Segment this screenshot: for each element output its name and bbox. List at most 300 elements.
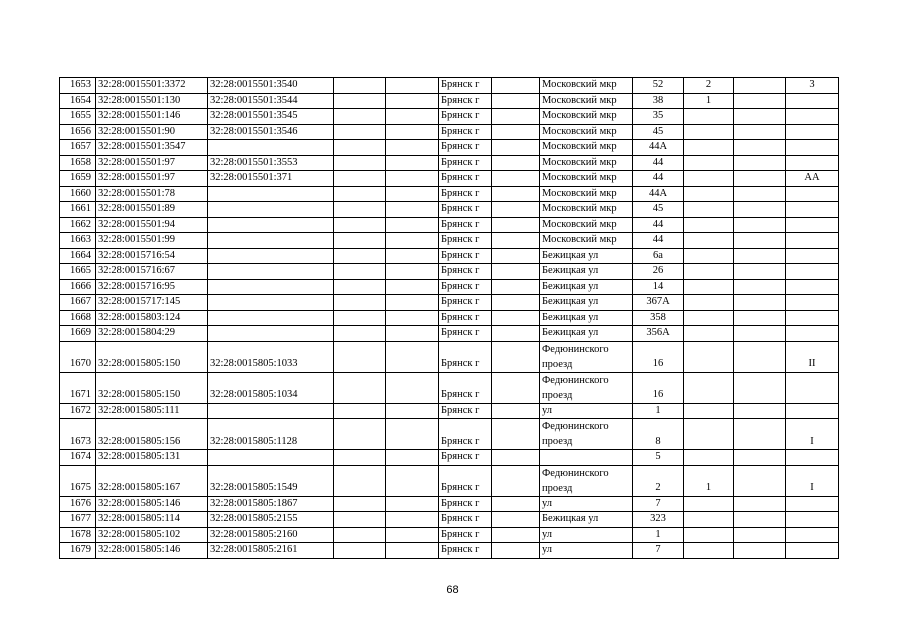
empty-cell [734,295,786,311]
city-cell: Брянск г [439,341,492,372]
building-cell [684,372,734,403]
house-number-cell: 16 [633,372,684,403]
empty-cell [386,264,439,280]
linked-cadastral-number-cell [208,279,334,295]
empty-cell [334,450,386,466]
apartment-cell [786,248,839,264]
city-cell: Брянск г [439,295,492,311]
linked-cadastral-number-cell [208,186,334,202]
cadastral-number-cell: 32:28:0015501:99 [96,233,208,249]
empty-cell [492,512,540,528]
row-number-cell: 1678 [60,527,96,543]
empty-cell [386,543,439,559]
empty-cell [334,233,386,249]
empty-cell [334,465,386,496]
empty-cell [492,171,540,187]
cadastral-number-cell: 32:28:0015501:3372 [96,78,208,94]
cadastral-number-cell: 32:28:0015716:67 [96,264,208,280]
table-row [60,93,839,109]
empty-cell [492,264,540,280]
empty-cell [334,295,386,311]
empty-cell [492,279,540,295]
row-number-cell: 1660 [60,186,96,202]
cadastral-number-cell: 32:28:0015501:97 [96,171,208,187]
empty-cell [492,326,540,342]
apartment-cell [786,279,839,295]
empty-cell [492,248,540,264]
table-row [60,543,839,559]
building-cell: 1 [684,93,734,109]
linked-cadastral-number-cell: 32:28:0015805:1867 [208,496,334,512]
empty-cell [334,124,386,140]
row-number-cell: 1662 [60,217,96,233]
empty-cell [734,527,786,543]
empty-cell [334,527,386,543]
row-number-cell: 1665 [60,264,96,280]
apartment-cell: II [786,341,839,372]
city-cell: Брянск г [439,543,492,559]
house-number-cell: 44 [633,217,684,233]
house-number-cell: 14 [633,279,684,295]
building-cell [684,109,734,125]
street-cell: Бежицкая ул [540,512,633,528]
empty-cell [386,279,439,295]
empty-cell [334,512,386,528]
cadastral-number-cell: 32:28:0015803:124 [96,310,208,326]
empty-cell [386,186,439,202]
table-row [60,186,839,202]
apartment-cell: I [786,465,839,496]
empty-cell [386,403,439,419]
row-number-cell: 1679 [60,543,96,559]
row-number-cell: 1667 [60,295,96,311]
empty-cell [386,248,439,264]
empty-cell [492,341,540,372]
row-number-cell: 1673 [60,419,96,450]
city-cell: Брянск г [439,372,492,403]
linked-cadastral-number-cell: 32:28:0015501:3546 [208,124,334,140]
empty-cell [492,372,540,403]
empty-cell [734,155,786,171]
street-cell: Московский мкр [540,202,633,218]
linked-cadastral-number-cell [208,310,334,326]
building-cell [684,279,734,295]
city-cell: Брянск г [439,248,492,264]
house-number-cell: 1 [633,403,684,419]
street-cell: ул [540,403,633,419]
street-cell: Московский мкр [540,233,633,249]
street-cell: Бежицкая ул [540,310,633,326]
empty-cell [734,496,786,512]
cadastral-number-cell: 32:28:0015805:146 [96,496,208,512]
city-cell: Брянск г [439,264,492,280]
table-row [60,155,839,171]
empty-cell [334,496,386,512]
row-number-cell: 1677 [60,512,96,528]
house-number-cell: 44 [633,171,684,187]
city-cell: Брянск г [439,496,492,512]
empty-cell [386,372,439,403]
house-number-cell: 356А [633,326,684,342]
empty-cell [734,233,786,249]
empty-cell [334,310,386,326]
table-row [60,403,839,419]
street-cell: Московский мкр [540,109,633,125]
linked-cadastral-number-cell [208,140,334,156]
empty-cell [492,109,540,125]
empty-cell [386,450,439,466]
empty-cell [492,450,540,466]
street-cell: ул [540,496,633,512]
empty-cell [334,543,386,559]
table-row [60,264,839,280]
empty-cell [386,124,439,140]
empty-cell [334,202,386,218]
city-cell: Брянск г [439,512,492,528]
row-number-cell: 1676 [60,496,96,512]
empty-cell [734,419,786,450]
house-number-cell: 2 [633,465,684,496]
row-number-cell: 1669 [60,326,96,342]
house-number-cell: 1 [633,527,684,543]
linked-cadastral-number-cell: 32:28:0015805:2160 [208,527,334,543]
city-cell: Брянск г [439,155,492,171]
empty-cell [492,78,540,94]
apartment-cell: I [786,419,839,450]
row-number-cell: 1675 [60,465,96,496]
empty-cell [734,124,786,140]
city-cell: Брянск г [439,109,492,125]
row-number-cell: 1654 [60,93,96,109]
house-number-cell: 44 [633,233,684,249]
street-cell [540,450,633,466]
table-row [60,171,839,187]
empty-cell [734,109,786,125]
street-cell: Федюнинского проезд [540,341,633,372]
building-cell [684,248,734,264]
city-cell: Брянск г [439,217,492,233]
cadastral-number-cell: 32:28:0015717:145 [96,295,208,311]
apartment-cell [786,450,839,466]
empty-cell [334,93,386,109]
empty-cell [334,217,386,233]
apartment-cell [786,109,839,125]
table-row [60,372,839,403]
row-number-cell: 1658 [60,155,96,171]
apartment-cell: 3 [786,78,839,94]
building-cell [684,155,734,171]
table-body [60,78,839,559]
street-cell: Московский мкр [540,186,633,202]
empty-cell [734,543,786,559]
cadastral-number-cell: 32:28:0015501:94 [96,217,208,233]
street-cell: Московский мкр [540,217,633,233]
empty-cell [334,78,386,94]
linked-cadastral-number-cell [208,450,334,466]
empty-cell [734,512,786,528]
street-cell: Федюнинского проезд [540,372,633,403]
empty-cell [734,202,786,218]
apartment-cell [786,496,839,512]
page-number: 68 [446,584,459,596]
street-cell: Бежицкая ул [540,326,633,342]
empty-cell [492,233,540,249]
empty-cell [386,419,439,450]
empty-cell [492,496,540,512]
city-cell: Брянск г [439,78,492,94]
house-number-cell: 44 [633,155,684,171]
empty-cell [734,186,786,202]
building-cell [684,419,734,450]
empty-cell [734,279,786,295]
empty-cell [334,264,386,280]
empty-cell [492,419,540,450]
empty-cell [334,341,386,372]
empty-cell [734,264,786,280]
empty-cell [334,279,386,295]
city-cell: Брянск г [439,140,492,156]
building-cell [684,295,734,311]
house-number-cell: 323 [633,512,684,528]
city-cell: Брянск г [439,279,492,295]
empty-cell [386,465,439,496]
empty-cell [492,403,540,419]
house-number-cell: 7 [633,496,684,512]
apartment-cell [786,202,839,218]
empty-cell [334,248,386,264]
empty-cell [334,403,386,419]
house-number-cell: 8 [633,419,684,450]
empty-cell [734,78,786,94]
apartment-cell [786,310,839,326]
linked-cadastral-number-cell: 32:28:0015501:3545 [208,109,334,125]
empty-cell [386,326,439,342]
house-number-cell: 358 [633,310,684,326]
table-row [60,527,839,543]
empty-cell [492,217,540,233]
building-cell [684,512,734,528]
apartment-cell [786,403,839,419]
cadastral-number-cell: 32:28:0015805:150 [96,341,208,372]
empty-cell [492,465,540,496]
row-number-cell: 1653 [60,78,96,94]
row-number-cell: 1672 [60,403,96,419]
linked-cadastral-number-cell [208,264,334,280]
building-cell [684,543,734,559]
cadastral-number-cell: 32:28:0015501:90 [96,124,208,140]
table-row [60,279,839,295]
table-row [60,124,839,140]
house-number-cell: 45 [633,124,684,140]
linked-cadastral-number-cell [208,248,334,264]
apartment-cell [786,93,839,109]
empty-cell [334,372,386,403]
cadastral-number-cell: 32:28:0015805:150 [96,372,208,403]
row-number-cell: 1657 [60,140,96,156]
city-cell: Брянск г [439,171,492,187]
table-row [60,248,839,264]
cadastral-number-cell: 32:28:0015501:3547 [96,140,208,156]
building-cell [684,171,734,187]
empty-cell [386,233,439,249]
linked-cadastral-number-cell [208,233,334,249]
table-row [60,496,839,512]
table-row [60,465,839,496]
street-cell: Бежицкая ул [540,279,633,295]
cadastral-number-cell: 32:28:0015501:130 [96,93,208,109]
cadastral-number-cell: 32:28:0015804:29 [96,326,208,342]
building-cell [684,140,734,156]
row-number-cell: 1674 [60,450,96,466]
apartment-cell [786,124,839,140]
house-number-cell: 44А [633,186,684,202]
empty-cell [492,295,540,311]
empty-cell [492,93,540,109]
building-cell [684,496,734,512]
empty-cell [492,155,540,171]
house-number-cell: 52 [633,78,684,94]
table-row [60,310,839,326]
registry-table [59,77,839,559]
table-row [60,419,839,450]
linked-cadastral-number-cell: 32:28:0015501:3540 [208,78,334,94]
empty-cell [734,326,786,342]
cadastral-number-cell: 32:28:0015805:114 [96,512,208,528]
empty-cell [334,155,386,171]
empty-cell [386,512,439,528]
empty-cell [386,217,439,233]
building-cell [684,326,734,342]
street-cell: Московский мкр [540,93,633,109]
table-row [60,326,839,342]
empty-cell [734,465,786,496]
cadastral-number-cell: 32:28:0015716:54 [96,248,208,264]
cadastral-number-cell: 32:28:0015805:131 [96,450,208,466]
empty-cell [386,341,439,372]
city-cell: Брянск г [439,186,492,202]
street-cell: Федюнинского проезд [540,419,633,450]
building-cell [684,403,734,419]
empty-cell [334,326,386,342]
house-number-cell: 44А [633,140,684,156]
street-cell: Московский мкр [540,78,633,94]
row-number-cell: 1655 [60,109,96,125]
empty-cell [386,310,439,326]
city-cell: Брянск г [439,527,492,543]
empty-cell [734,217,786,233]
empty-cell [734,403,786,419]
apartment-cell [786,217,839,233]
house-number-cell: 35 [633,109,684,125]
street-cell: Бежицкая ул [540,295,633,311]
linked-cadastral-number-cell: 32:28:0015805:2161 [208,543,334,559]
row-number-cell: 1659 [60,171,96,187]
city-cell: Брянск г [439,465,492,496]
row-number-cell: 1664 [60,248,96,264]
building-cell: 2 [684,78,734,94]
linked-cadastral-number-cell [208,403,334,419]
linked-cadastral-number-cell [208,295,334,311]
city-cell: Брянск г [439,233,492,249]
table-row [60,295,839,311]
city-cell: Брянск г [439,310,492,326]
linked-cadastral-number-cell [208,202,334,218]
cadastral-number-cell: 32:28:0015805:111 [96,403,208,419]
cadastral-number-cell: 32:28:0015501:146 [96,109,208,125]
building-cell: 1 [684,465,734,496]
table-row [60,217,839,233]
row-number-cell: 1670 [60,341,96,372]
house-number-cell: 26 [633,264,684,280]
city-cell: Брянск г [439,326,492,342]
row-number-cell: 1666 [60,279,96,295]
empty-cell [734,248,786,264]
empty-cell [492,527,540,543]
street-cell: ул [540,527,633,543]
street-cell: ул [540,543,633,559]
empty-cell [386,295,439,311]
street-cell: Московский мкр [540,140,633,156]
empty-cell [386,202,439,218]
city-cell: Брянск г [439,419,492,450]
cadastral-number-cell: 32:28:0015805:167 [96,465,208,496]
street-cell: Бежицкая ул [540,248,633,264]
building-cell [684,124,734,140]
empty-cell [492,186,540,202]
empty-cell [492,140,540,156]
city-cell: Брянск г [439,93,492,109]
apartment-cell [786,295,839,311]
apartment-cell: АА [786,171,839,187]
row-number-cell: 1663 [60,233,96,249]
empty-cell [386,171,439,187]
linked-cadastral-number-cell: 32:28:0015805:2155 [208,512,334,528]
apartment-cell [786,372,839,403]
apartment-cell [786,186,839,202]
linked-cadastral-number-cell: 32:28:0015501:3544 [208,93,334,109]
table-row [60,450,839,466]
empty-cell [386,93,439,109]
city-cell: Брянск г [439,202,492,218]
linked-cadastral-number-cell: 32:28:0015805:1033 [208,341,334,372]
row-number-cell: 1661 [60,202,96,218]
empty-cell [734,171,786,187]
apartment-cell [786,543,839,559]
empty-cell [734,450,786,466]
house-number-cell: 7 [633,543,684,559]
street-cell: Московский мкр [540,171,633,187]
empty-cell [492,124,540,140]
street-cell: Федюнинского проезд [540,465,633,496]
row-number-cell: 1671 [60,372,96,403]
building-cell [684,527,734,543]
city-cell: Брянск г [439,450,492,466]
building-cell [684,450,734,466]
street-cell: Бежицкая ул [540,264,633,280]
linked-cadastral-number-cell: 32:28:0015805:1549 [208,465,334,496]
apartment-cell [786,155,839,171]
table-row [60,202,839,218]
cadastral-number-cell: 32:28:0015805:146 [96,543,208,559]
empty-cell [734,93,786,109]
cadastral-number-cell: 32:28:0015501:97 [96,155,208,171]
building-cell [684,341,734,372]
empty-cell [386,78,439,94]
linked-cadastral-number-cell: 32:28:0015501:3553 [208,155,334,171]
city-cell: Брянск г [439,124,492,140]
apartment-cell [786,140,839,156]
house-number-cell: 16 [633,341,684,372]
